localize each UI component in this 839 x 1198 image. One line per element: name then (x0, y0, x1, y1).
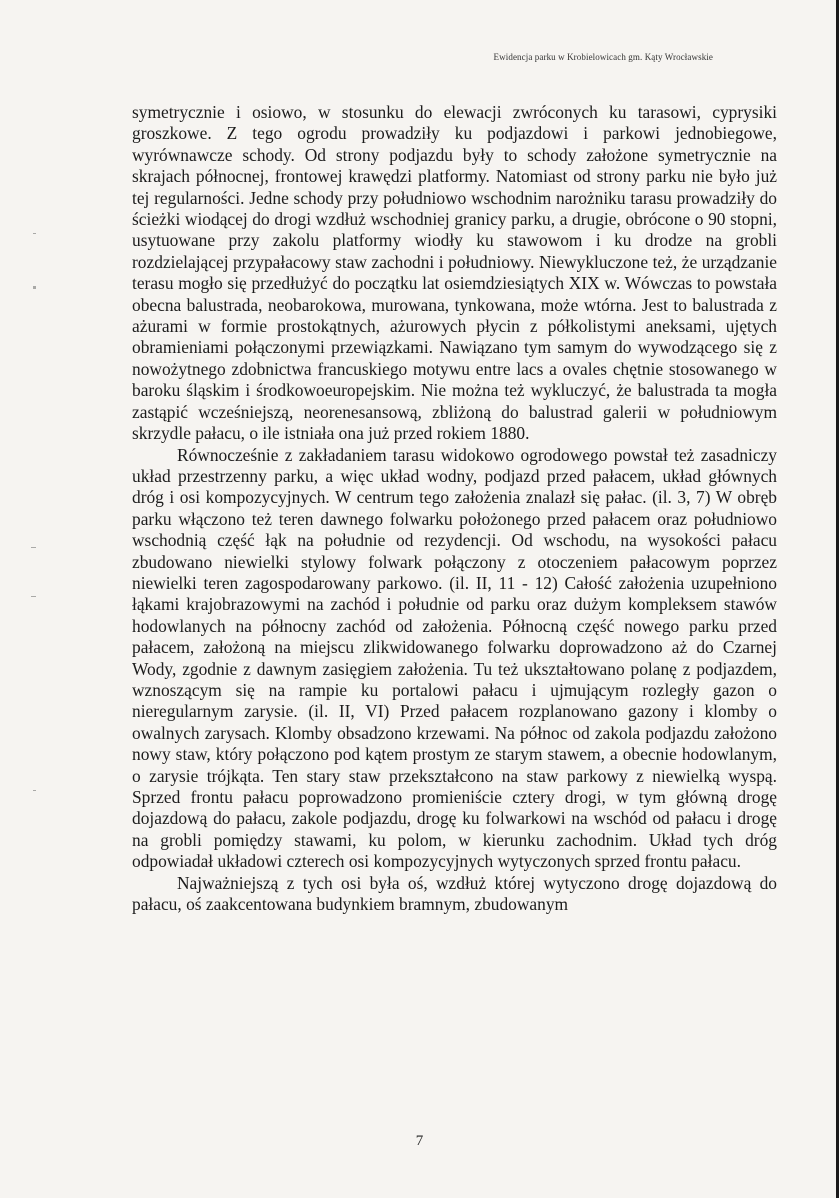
paragraph-3: Najważniejszą z tych osi była oś, wzdłuż której wytyczono drogę dojazdową do pałacu, oś zaakcentowana budynkiem bramnym, zbudowanym (132, 872, 777, 915)
scan-speck (31, 547, 36, 548)
page-number: 7 (415, 1133, 424, 1149)
scan-speck (33, 233, 36, 234)
scan-speck (33, 286, 36, 289)
scan-speck (31, 596, 36, 597)
paragraph-2: Równocześnie z zakładaniem tarasu widokowo ogrodowego powstał też zasadniczy układ przestrzenny parku, a więc układ wodny, podjazd przed pałacem, układ głównych dróg i osi kompozycyjnych. W centrum tego założenia znalazł się pałac. (il. 3, 7) W obręb parku włączono też teren dawnego folwarku położonego przed pałacem oraz południowo wschodnią część łąk na południe od rezydencji. Od wschodu, na wysokości pałacu zbudowano niewielki stylowy folwark połączony z otoczeniem pałacowym poprzez niewielki teren zagospodarowany parkowo. (il. II, 11 - 12) Całość założenia uzupełniono łąkami krajobrazowymi na zachód i południe od parku oraz dużym kompleksem stawów hodowlanych na północny zachód od założenia. Północną część nowego parku przed pałacem, założoną na miejscu zlikwidowanego folwarku doprowadzono aż do Czarnej Wody, zgodnie z dawnym zasięgiem założenia. Tu też ukształtowano polanę z podjazdem, wznoszącym się na rampie ku portalowi pałacu i ujmującym rozległy gazon o nieregularnym zarysie. (il. II, VI) Przed pałacem rozplanowano gazony i klomby o owalnych zarysach. Klomby obsadzono krzewami. Na północ od zakola podjazdu założono nowy staw, który połączono pod kątem prostym ze starym stawem, a obecnie hodowlanym, o zarysie trójkąta. Ten stary staw przekształcono na staw parkowy z niewielką wyspą. Sprzed frontu pałacu poprowadzono promieniście cztery drogi, w tym główną drogę dojazdową do pałacu, zakole podjazdu, drogę ku folwarkowi na wschód od pałacu i drogę na grobli pomiędzy stawami, ku polom, w kierunku zachodnim. Układ tych dróg odpowiadał układowi czterech osi kompozycyjnych wytyczonych sprzed frontu pałacu. (132, 444, 777, 872)
scan-speck (33, 790, 36, 791)
running-header: Ewidencja parku w Krobielowicach gm. Kąty Wrocławskie (493, 52, 713, 62)
paragraph-1: symetrycznie i osiowo, w stosunku do elewacji zwróconych ku tarasowi, cyprysiki groszkowe. Z tego ogrodu prowadziły ku podjazdowi i parkowi jednobiegowe, wyrównawcze schody. Od strony podjazdu były to schody założone symetrycznie na skrajach północnej, frontowej krawędzi platformy. Natomiast od strony parku nie było już tej regularności. Jedne schody przy południowo wschodnim narożniku tarasu prowadziły do ścieżki wiodącej do drogi wzdłuż wschodniej granicy parku, a drugie, obrócone o 90 stopni, usytuowane przy zakolu platformy wiodły ku stawowom i ku drodze na grobli rozdzielającej przypałacowy staw zachodni i południowy. Niewykluczone też, że urządzanie terasu mogło się przedłużyć do początku lat osiemdziesiątych XIX w. Wówczas to powstała obecna balustrada, neobarokowa, murowana, tynkowana, może wtórna. Jest to balustrada z ażurami w formie prostokątnych, ażurowych płycin z półkolistymi aneksami, ujętych obramieniami połączonymi przewiązkami. Nawiązano tym samym do wywodzącego się z nowożytnego zdobnictwa francuskiego motywu entre lacs a ovales chętnie stosowanego w baroku śląskim i środkowoeuropejskim. Nie można też wykluczyć, że balustrada ta mogła zastąpić wcześniejszą, neorenesansową, zbliżoną do balustrad galerii w południowym skrzydle pałacu, o ile istniała ona już przed rokiem 1880. (132, 102, 777, 444)
body-text (132, 102, 777, 915)
